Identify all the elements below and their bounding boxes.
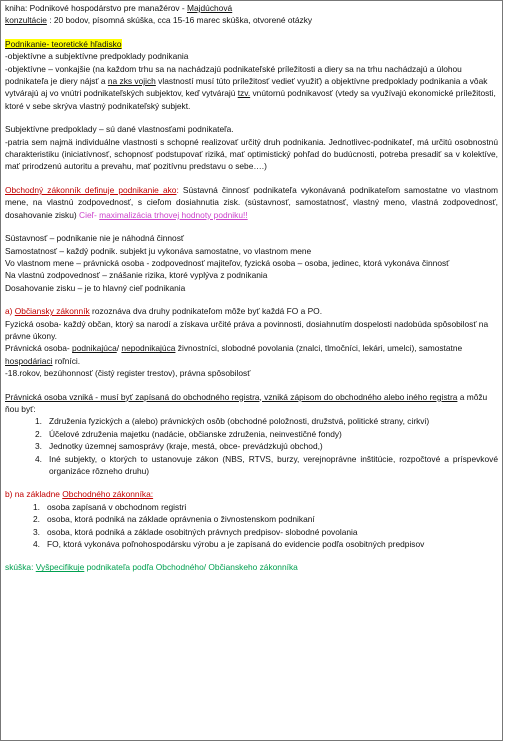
list-number: 1.	[33, 501, 40, 512]
list-item	[29, 538, 498, 550]
list-number: 1.	[35, 416, 42, 427]
paragraph-line: Sústavnosť – podnikanie nie je náhodná činnosť	[5, 233, 185, 244]
list-item	[31, 428, 498, 440]
text-run-green-underlined: Vyšpecifikuje	[35, 562, 85, 573]
section-title	[5, 38, 498, 50]
paragraph-line: Vo vlastnom mene – právnická osoba - zodpovednosť majiteľov, fyzická osoba – osoba, jedinec, ktorá vykonáva činnosť	[5, 257, 450, 268]
text-run-red: b) na základne	[5, 489, 63, 500]
list-text: osoba zapísaná v obchodnom registri	[47, 501, 187, 512]
text-run: Právnická osoba-	[5, 343, 73, 354]
paragraph-subjective: -patria sem najmä individuálne vlastnosti s schopné realizovať určitý druh podnikania. Jednotlivec-podnikateľ, má určitú osobnostnú charakteristiku (iniciatívnosť, schopnosť podstupovať riziká, mať optimistický pohľad do budúcnosti, potreba presadiť sa v kolektíve, mať prirodzenú autoritu a prevahu, mať pozitívnu predstavu o sebe….)	[5, 136, 498, 172]
text-run-red: a)	[5, 306, 15, 317]
text-run-underlined: hospodáriaci	[5, 355, 53, 366]
list-text: osoba, ktorá podniká a základe osobitných právnych predpisov- slobodné povolania	[47, 526, 358, 537]
text-run-underlined: na zks vojich	[107, 76, 156, 87]
paragraph-definition	[5, 184, 498, 221]
numbered-list	[5, 501, 498, 551]
text-run-underlined: nepodnikajúca	[121, 343, 176, 354]
list-text: Jednotky územnej samosprávy (kraje, mestá, obce- prevádzkujú obchod,)	[49, 441, 323, 452]
paragraph-line: -18.rokov, bezúhonnosť (čistý register trestov), právna spôsobilosť	[5, 368, 251, 379]
exam-note	[5, 561, 498, 573]
text-run-green: podnikateľa podľa Obchodného/ Občianskeho zákonníka	[84, 562, 298, 573]
paragraph-objective	[5, 63, 498, 113]
text-run: rozoznáva dva druhy podnikateľom môže byť každá FO a PO.	[89, 306, 323, 317]
text-run-green: skúška:	[5, 562, 36, 573]
list-text: Účelové združenia majetku (nadácie, občianske združenia, neinvestičné fondy)	[49, 428, 342, 439]
text-run: /	[116, 343, 122, 354]
text-run-red: Obchodný zákonník definuje podnikanie ako	[5, 184, 177, 195]
list-number: 3.	[33, 526, 40, 537]
paragraph-legal-entity	[5, 391, 498, 416]
text-run: živnostníci, slobodné povolania (znalci, tlmočníci, lekári, umelci), samostatne	[175, 343, 463, 354]
text-run-red-underlined: Občiansky zákonník	[14, 306, 90, 317]
list-text: osoba, ktorá podniká na základe oprávnenia o živnostenskom podnikaní	[47, 514, 315, 525]
list-item	[31, 440, 498, 452]
text-run-pink-underlined: maximalizácia trhovej hodnoty podniku!!	[99, 209, 248, 220]
subheading-b	[5, 488, 498, 500]
list-number: 3.	[35, 441, 42, 452]
list-number: 4.	[33, 539, 40, 550]
list-number: 4.	[35, 453, 42, 464]
consult-label: konzultácie	[5, 15, 47, 26]
list-item	[29, 526, 498, 538]
list-text: Združenia fyzických a (alebo) právnických osôb (obchodné položnosti, družstvá, politické strany, cirkvi)	[49, 416, 430, 427]
paragraph-line: Fyzická osoba- každý občan, ktorý sa narodí a získava určité práva a povinnosti, dosiahnutím dospelosti nadobúda spôsobilosť na právne úkony.	[5, 318, 489, 341]
paragraph-line: -objektívne a subjektívne predpoklady podnikania	[5, 51, 189, 62]
list-item	[31, 415, 498, 427]
text-run: roľníci.	[52, 355, 81, 366]
book-label: kniha: Podnikové hospodárstvo pre manažérov -	[5, 3, 188, 13]
consult-text: : 20 bodov, písomná skúška, cca 15-16 marec skúška, otvorené otázky	[46, 15, 313, 26]
list-number: 2.	[33, 514, 40, 525]
list-number: 2.	[35, 428, 42, 439]
text-run-red: :	[176, 184, 183, 195]
book-line	[5, 2, 498, 14]
list-item	[29, 501, 498, 513]
text-run-underlined: tzv.	[237, 88, 251, 99]
paragraph-line: Subjektívne predpoklady – sú dané vlastnosťami podnikateľa.	[5, 124, 234, 135]
numbered-list	[5, 415, 498, 477]
paragraph-line: Na vlastnú zodpovednosť – znášanie rizika, ktoré vyplýva z podnikania	[5, 270, 268, 281]
text-run: vlastností musí túto príležitosť vedieť využiť) a objektívne predpoklady podnikania a vôak vytvárajú aj vo vnútri podnikateľských subjektov, keď vytvárajú	[5, 76, 488, 99]
text-run: -objektívne – vonkajšie (na každom trhu sa na nachádzajú podnikateľské príležitosti a diery sa na trhu nachádzajú a úlohou podnikateľa je diery nájsť a	[5, 63, 462, 87]
consult-line	[5, 14, 498, 26]
text-run: Sústavná činnosť podnikateľa vykonávaná podnikateľom samostatne vo vlastnom mene, na vlastnú zodpovednosť, s cieľom dosiahnutia zisk. (sústavnosť, samostatnosť, vlastný meno, vlastná zodpovednosť, dosahovanie zisku)	[5, 184, 499, 220]
text-run-pink: Cieľ-	[79, 209, 100, 220]
text-run-red-underlined: Obchodného zákonníka:	[62, 489, 154, 500]
text-run-underlined: Právnická osoba vzniká - musí byť zapísaná do obchodného registra, vzniká zápisom do obchodného alebo iného registra	[5, 391, 458, 402]
book-author: Majdúchová	[187, 3, 233, 13]
text-run-underlined: podnikajúca	[72, 343, 117, 354]
list-item	[31, 453, 498, 478]
list-text: Iné subjekty, o ktorých to ustanovuje zákon (NBS, RTVS, burzy, verejnoprávne inštitúcie, rozpočtové a príspevkové organizáce rôzneho druhu)	[49, 453, 498, 476]
section-title-text: Podnikanie- teoretické hľadisko	[5, 38, 122, 49]
paragraph-line	[5, 342, 498, 367]
text-run: a môžu ňou byť:	[5, 391, 488, 414]
subheading-a	[5, 305, 498, 317]
paragraph-line: Samostatnosť – každý podnik. subjekt ju vykonáva samostatne, vo vlastnom mene	[5, 245, 312, 256]
list-text: FO, ktorá vykonáva poľnohospodársku výrobu a je zapísaná do evidencie podľa osobitných predpisov	[47, 539, 425, 550]
paragraph-line: Dosahovanie zisku – je to hlavný cieľ podnikania	[5, 282, 186, 293]
text-run: vnútornú podnikavosť (vtedy sa využívajú ekonomické príležitosti, ktoré v sebe skrýva vlastný podnikateľský subjekt.	[5, 88, 496, 111]
list-item	[29, 513, 498, 525]
